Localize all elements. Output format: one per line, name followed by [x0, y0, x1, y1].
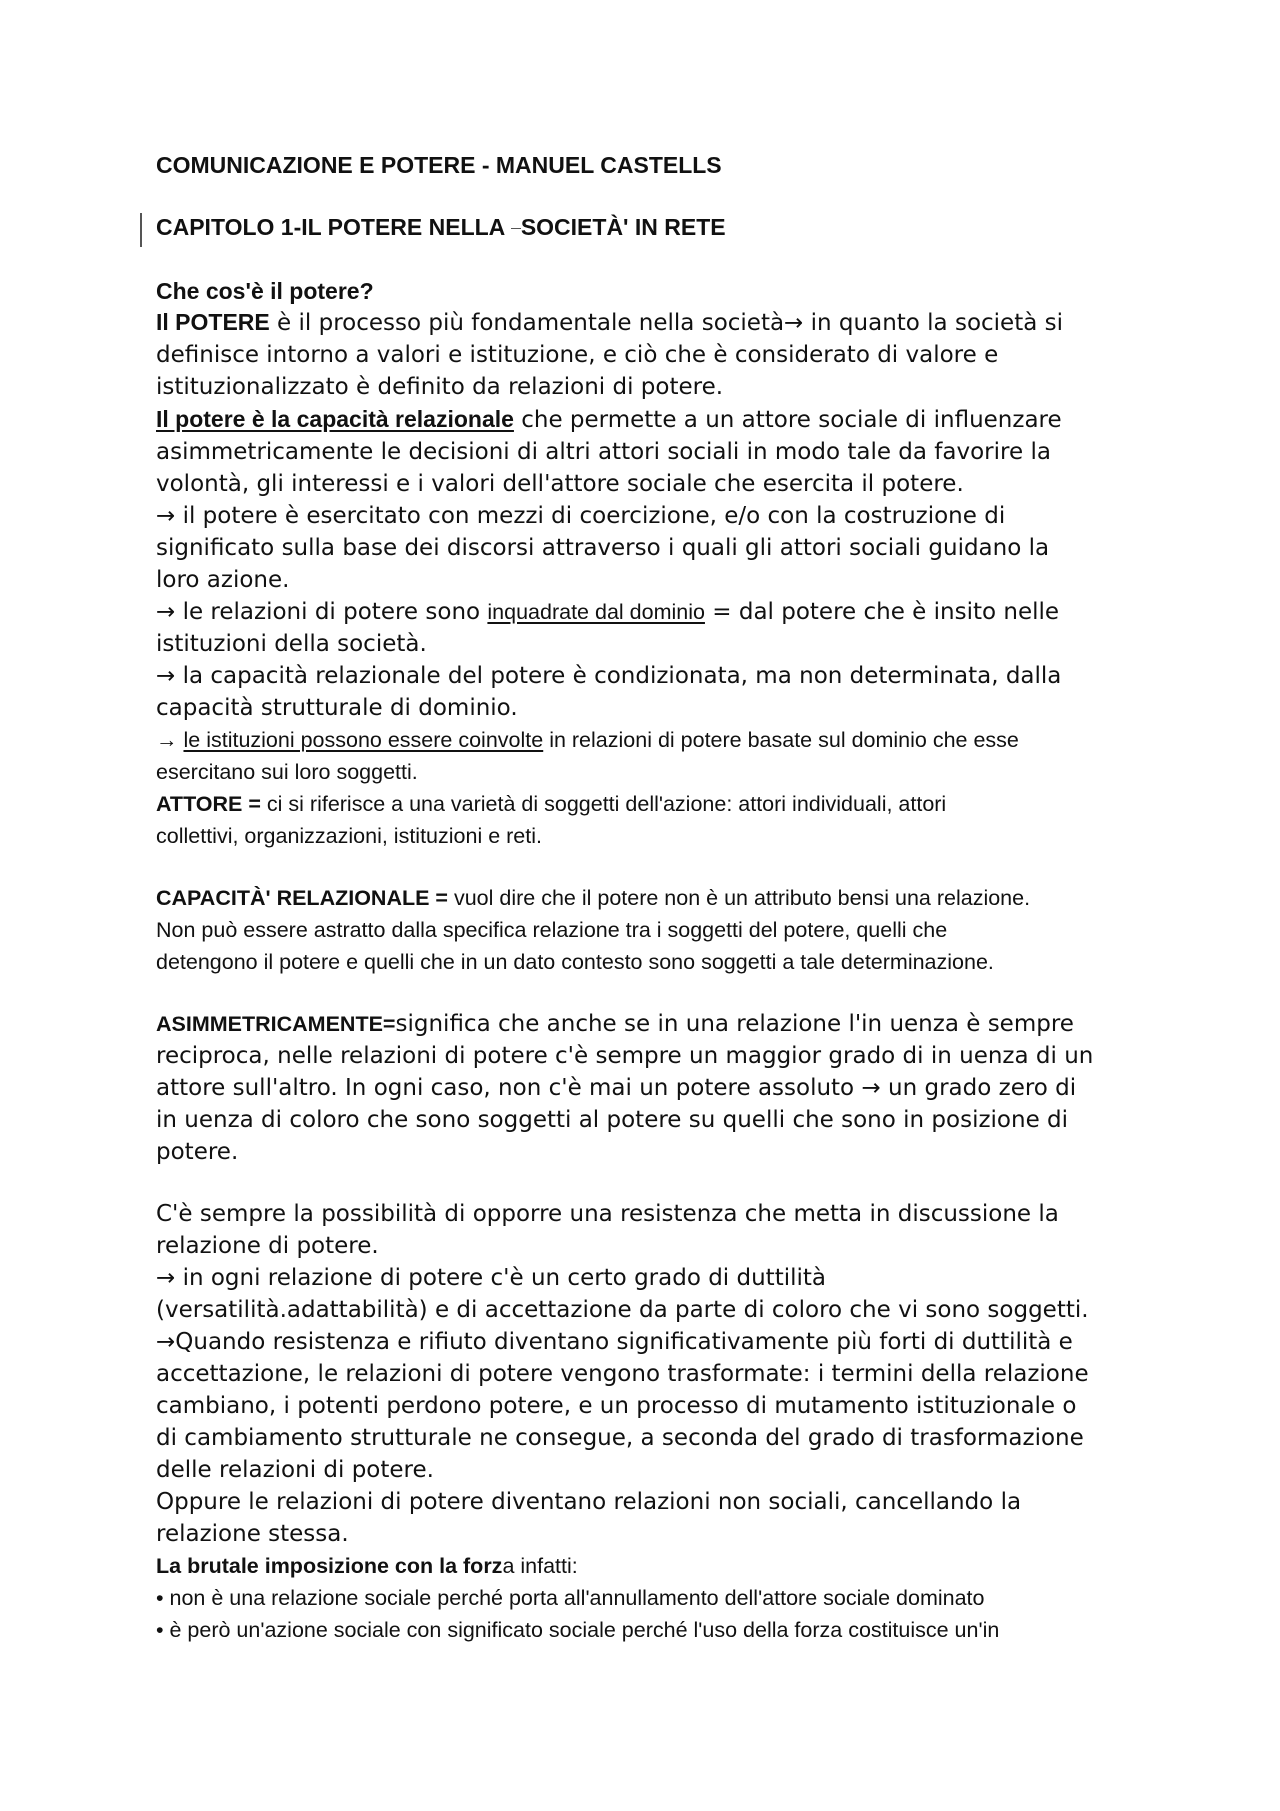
text-line: esercitano sui loro soggetti. — [156, 760, 418, 784]
bullet-item: • non è una relazione sociale perché porta all'annullamento dell'attore sociale dominato — [156, 1586, 985, 1610]
text-line: collettivi, organizzazioni, istituzioni e reti. — [156, 824, 542, 848]
text-segment: → le relazioni di potere sono — [156, 599, 488, 625]
arrow-point-istituzioni — [156, 724, 1156, 788]
text-line: Non può essere astratto dalla specifica relazione tra i soggetti del potere, quelli che — [156, 918, 948, 942]
text-line: Oppure le relazioni di potere diventano relazioni non sociali, cancellando la — [156, 1489, 1022, 1515]
text-line: → in ogni relazione di potere c'è un certo grado di duttilità — [156, 1265, 826, 1291]
term-brutale-imposizione: La brutale imposizione con la forz — [156, 1554, 503, 1578]
term-potere: Il POTERE — [156, 309, 270, 335]
term-attore: ATTORE = — [156, 792, 267, 816]
question-heading: Che cos'è il potere? — [156, 278, 374, 304]
text-line: volontà, gli interessi e i valori dell'attore sociale che esercita il potere. — [156, 471, 964, 497]
term-asimmetricamente: ASIMMETRICAMENTE= — [156, 1012, 396, 1036]
text-line: loro azione. — [156, 567, 290, 593]
term-capacita: CAPACITÀ' RELAZIONALE = — [156, 886, 454, 910]
text-line: C'è sempre la possibilità di opporre una resistenza che metta in discussione la — [156, 1201, 1059, 1227]
arrow-point-coercizione — [156, 500, 1156, 596]
text-line: detengono il potere e quelli che in un dato contesto sono soggetti a tale determinazione. — [156, 950, 994, 974]
text-line: attore sull'altro. In ogni caso, non c'è mai un potere assoluto → un grado zero di — [156, 1075, 1077, 1101]
paragraph-capacita — [156, 403, 1156, 500]
text-line: vuol dire che il potere non è un attributo bensi una relazione. — [453, 886, 1031, 910]
text-line: asimmetricamente le decisioni di altri attori sociali in modo tale da favorire la — [156, 439, 1051, 465]
spacer — [156, 1168, 1156, 1198]
chapter-prefix: CAPITOLO 1-IL POTERE NELLA — [156, 214, 511, 240]
text-line: definisce intorno a valori e istituzione, e ciò che è considerato di valore e — [156, 342, 999, 368]
document-title: COMUNICAZIONE E POTERE - MANUEL CASTELLS — [156, 152, 722, 178]
document-body — [156, 152, 1156, 1646]
text-segment: → — [156, 728, 184, 752]
text-line: istituzioni della società. — [156, 631, 427, 657]
text-cursor — [140, 213, 142, 247]
text-line: di cambiamento strutturale ne consegue, a seconda del grado di trasformazione — [156, 1425, 1084, 1451]
text-line: cambiano, i potenti perdono potere, e un processo di mutamento istituzionale o — [156, 1393, 1077, 1419]
text-line: significato sulla base dei discorsi attraverso i quali gli attori sociali guidano la — [156, 535, 1050, 561]
bullet-item: • è però un'azione sociale con significato sociale perché l'uso della forza costituisce un'in — [156, 1618, 1000, 1642]
text-line: istituzionalizzato è definito da relazioni di potere. — [156, 374, 724, 400]
underlined-istituzioni: le istituzioni possono essere coinvolte — [183, 728, 544, 752]
text-line: è il processo più fondamentale nella società→ in quanto la società si — [269, 310, 1064, 336]
spacer — [156, 852, 1156, 882]
spacer — [156, 978, 1156, 1008]
text-line: delle relazioni di potere. — [156, 1457, 434, 1483]
text-line: significa che anche se in una relazione l'in uenza è sempre — [395, 1011, 1074, 1037]
paragraph-resistenza — [156, 1198, 1156, 1550]
text-line: ci si riferisce a una varietà di soggetti dell'azione: attori individuali, attori — [266, 792, 947, 816]
text-line: capacità strutturale di dominio. — [156, 695, 518, 721]
chapter-heading — [156, 214, 1156, 240]
text-segment: in relazioni di potere basate sul dominio che esse — [543, 728, 1019, 752]
text-line: (versatilità.adattabilità) e di accettazione da parte di coloro che vi sono soggetti. — [156, 1297, 1089, 1323]
text-line: accettazione, le relazioni di potere vengono trasformate: i termini della relazione — [156, 1361, 1089, 1387]
text-line: che permette a un attore sociale di influenzare — [513, 407, 1062, 433]
paragraph-potere — [156, 306, 1156, 403]
text-line: → la capacità relazionale del potere è condizionata, ma non determinata, dalla — [156, 663, 1062, 689]
underlined-dominio: inquadrate dal dominio — [487, 600, 705, 624]
text-segment: = dal potere che è insito nelle — [704, 599, 1060, 625]
text-line: reciproca, nelle relazioni di potere c'è sempre un maggior grado di in uenza di un — [156, 1043, 1094, 1069]
definition-attore — [156, 788, 1156, 852]
text-line: relazione di potere. — [156, 1233, 379, 1259]
text-line: in uenza di coloro che sono soggetti al potere su quelli che sono in posizione di — [156, 1107, 1069, 1133]
text-line: relazione stessa. — [156, 1521, 349, 1547]
arrow-point-dominio — [156, 596, 1156, 660]
paragraph-forza — [156, 1550, 1156, 1646]
arrow-point-strutturale — [156, 660, 1156, 724]
definition-capacita-relazionale — [156, 882, 1156, 978]
edit-marker — [511, 214, 521, 229]
definition-asimmetricamente — [156, 1008, 1156, 1168]
text-segment: a infatti: — [502, 1554, 578, 1578]
term-capacita-relazionale: Il potere è la capacità relazionale — [156, 406, 514, 432]
text-line: → il potere è esercitato con mezzi di coercizione, e/o con la costruzione di — [156, 503, 1006, 529]
text-line: →Quando resistenza e rifiuto diventano significativamente più forti di duttilità e — [156, 1329, 1073, 1355]
text-line: potere. — [156, 1139, 239, 1165]
chapter-rest: SOCIETÀ' IN RETE — [520, 214, 726, 240]
